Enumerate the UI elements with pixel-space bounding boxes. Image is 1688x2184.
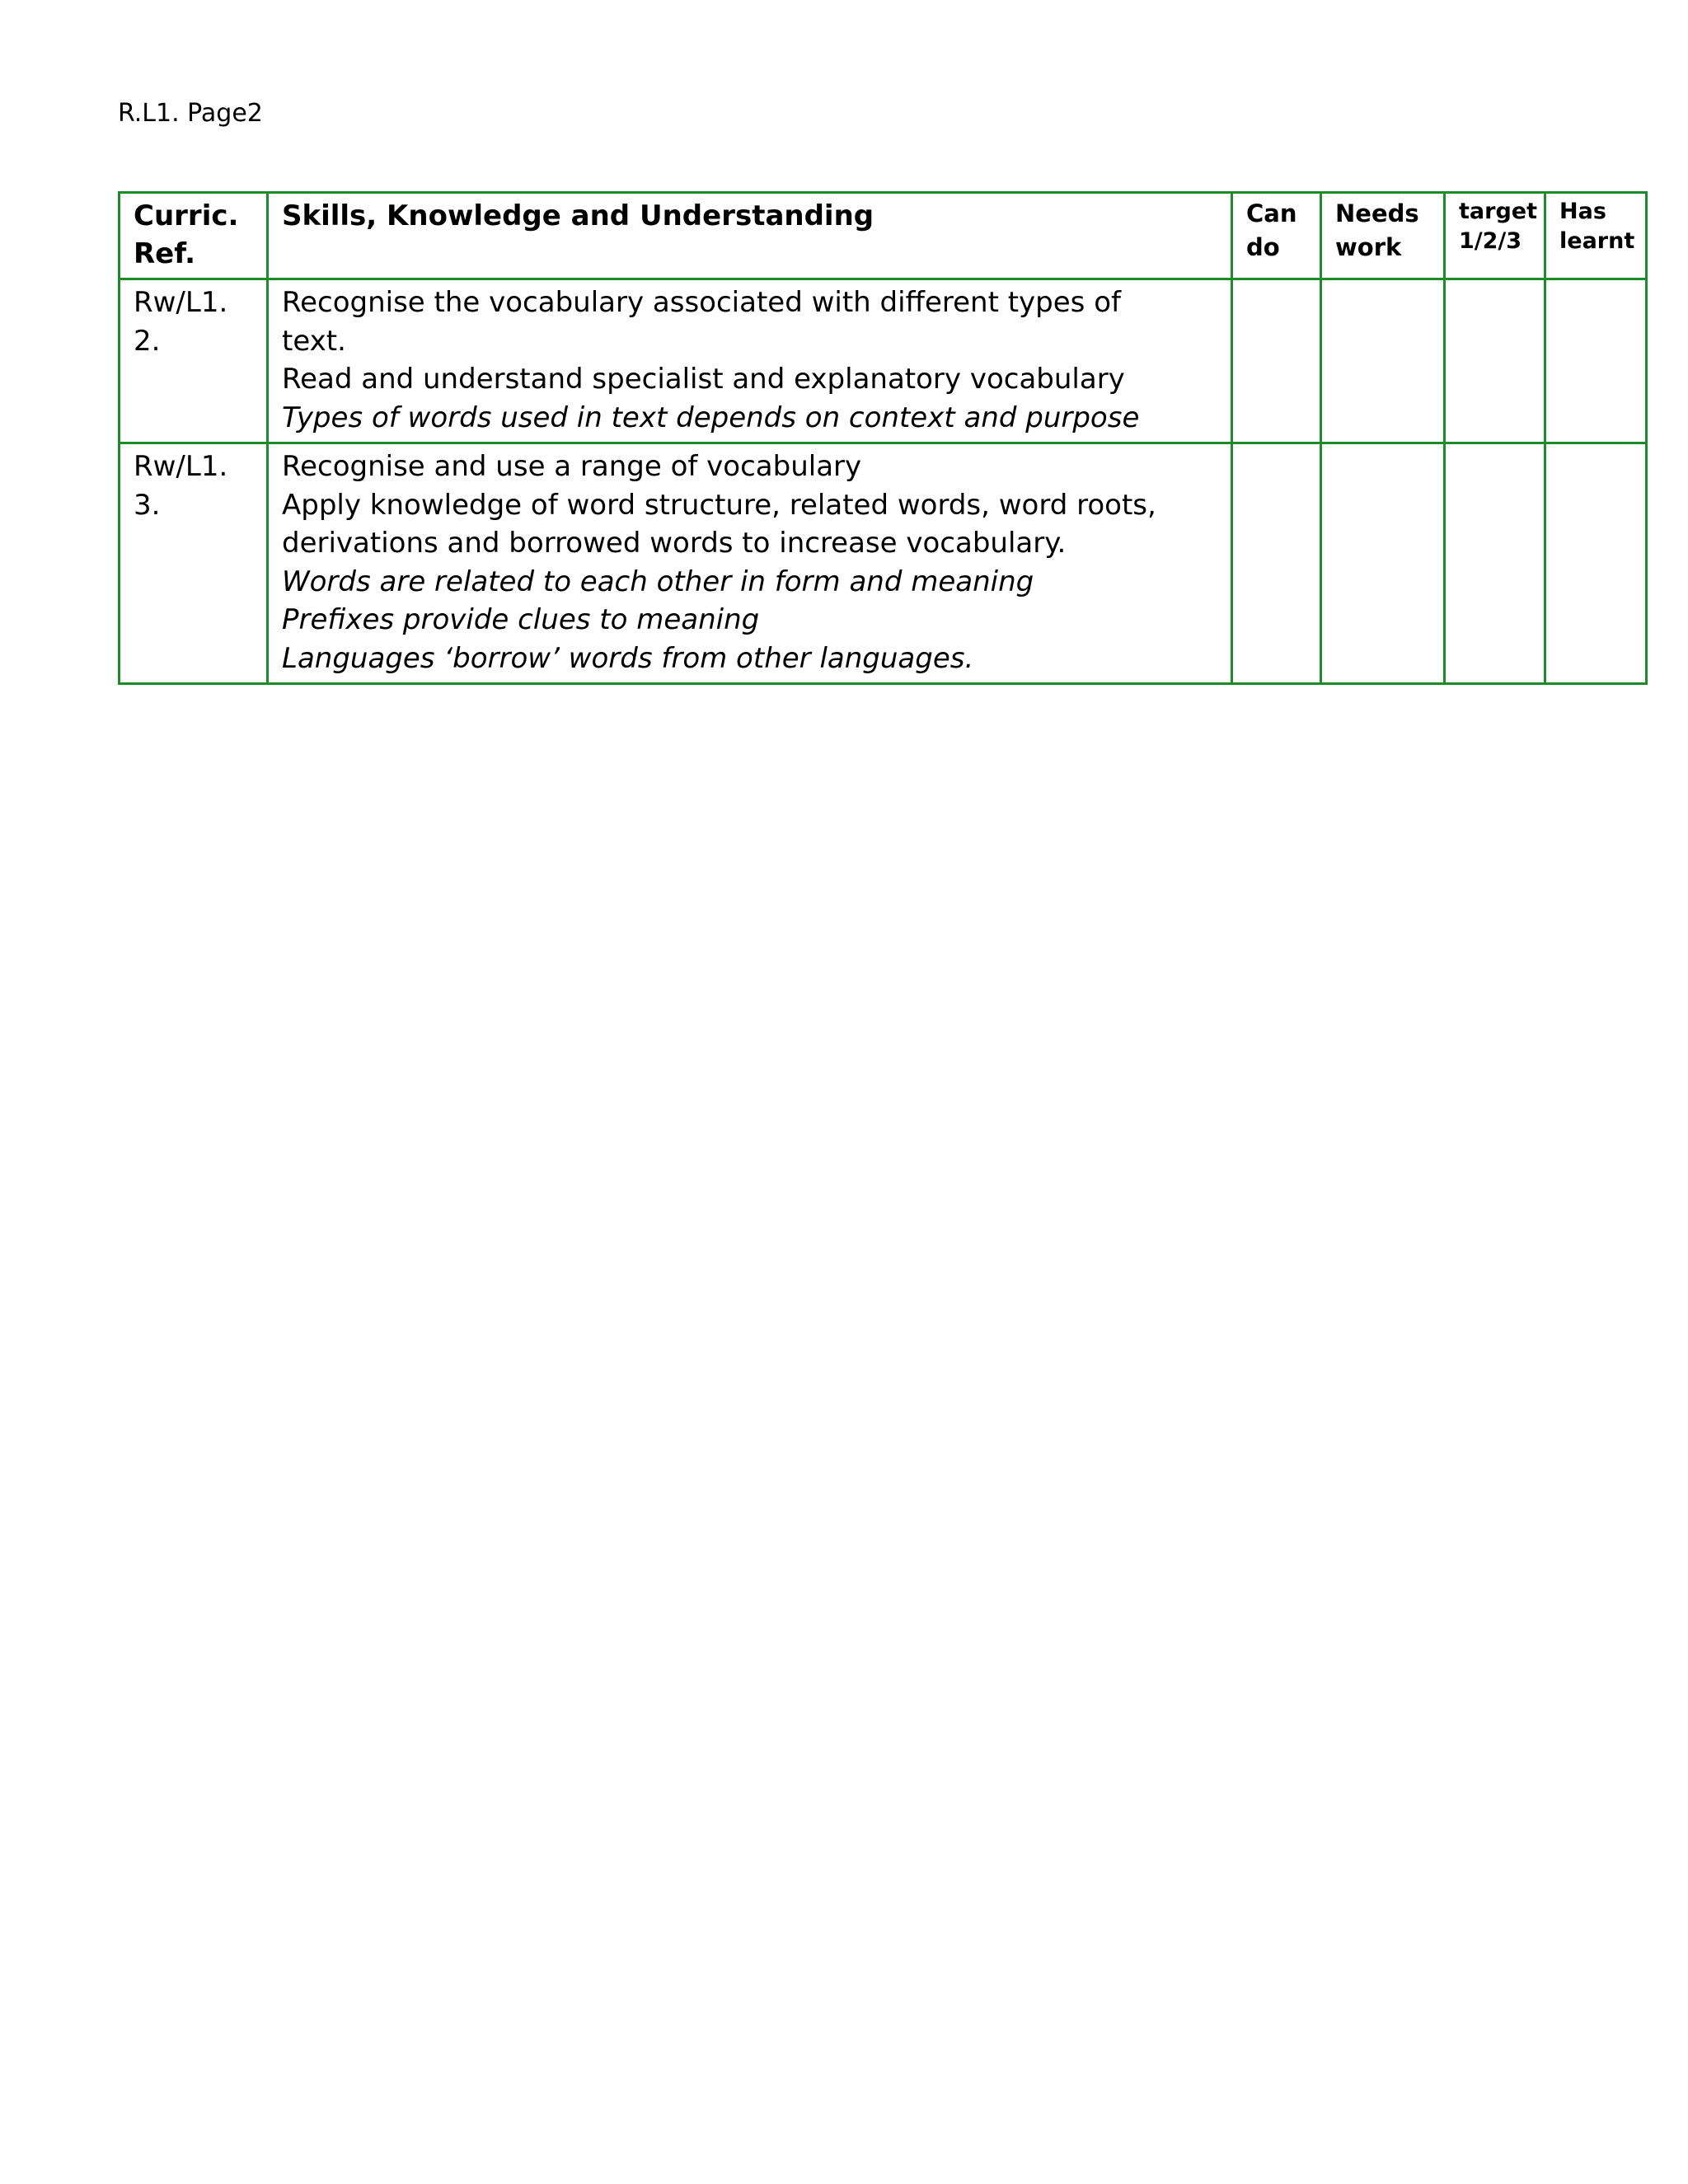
header-needs-work-line2: work — [1335, 233, 1402, 261]
header-can-do-line2: do — [1246, 233, 1280, 261]
header-needs-work-line1: Needs — [1335, 199, 1419, 227]
row-ref: Rw/L1. 2. — [120, 279, 268, 443]
skill-line: derivations and borrowed words to increase vocabulary. — [282, 527, 1067, 560]
skill-line: Recognise the vocabulary associated with different types of — [282, 286, 1121, 319]
target-cell[interactable] — [1445, 279, 1545, 443]
can-do-cell[interactable] — [1232, 279, 1321, 443]
has-learnt-cell[interactable] — [1545, 279, 1647, 443]
needs-work-cell[interactable] — [1321, 279, 1445, 443]
header-needs-work — [1321, 193, 1445, 279]
skill-line-italic: Types of words used in text depends on context and purpose — [282, 401, 1140, 434]
has-learnt-cell[interactable] — [1545, 443, 1647, 684]
skill-line-italic: Words are related to each other in form and meaning — [282, 565, 1034, 598]
header-has-learnt — [1545, 193, 1647, 279]
header-curric-ref-line1: Curric. — [134, 199, 239, 232]
skills-table — [118, 191, 1648, 685]
can-do-cell[interactable] — [1232, 443, 1321, 684]
header-skills — [268, 193, 1232, 279]
skill-line-italic: Prefixes provide clues to meaning — [282, 603, 760, 636]
header-has-learnt-line2: learnt — [1559, 228, 1635, 254]
needs-work-cell[interactable] — [1321, 443, 1445, 684]
skill-line: Apply knowledge of word structure, related words, word roots, — [282, 488, 1156, 522]
header-can-do-line1: Can — [1246, 199, 1297, 227]
header-target-line1: target — [1459, 199, 1537, 224]
header-target-line2: 1/2/3 — [1459, 228, 1522, 254]
row-skills — [268, 443, 1232, 684]
row-ref: Rw/L1. 3. — [120, 443, 268, 684]
table-row — [120, 443, 1647, 684]
header-target — [1445, 193, 1545, 279]
skill-line: text. — [282, 324, 346, 358]
page-header: R.L1. Page2 — [118, 99, 263, 128]
header-curric-ref — [120, 193, 268, 279]
row-skills — [268, 279, 1232, 443]
header-has-learnt-line1: Has — [1559, 199, 1606, 224]
header-skills-label: Skills, Knowledge and Understanding — [282, 199, 874, 232]
header-curric-ref-line2: Ref. — [134, 237, 196, 270]
skill-line: Read and understand specialist and explanatory vocabulary — [282, 363, 1125, 396]
table-header-row — [120, 193, 1647, 279]
skill-line-italic: Languages ‘borrow’ words from other languages. — [282, 641, 974, 675]
skill-line: Recognise and use a range of vocabulary — [282, 450, 862, 483]
header-can-do — [1232, 193, 1321, 279]
target-cell[interactable] — [1445, 443, 1545, 684]
table-row — [120, 279, 1647, 443]
